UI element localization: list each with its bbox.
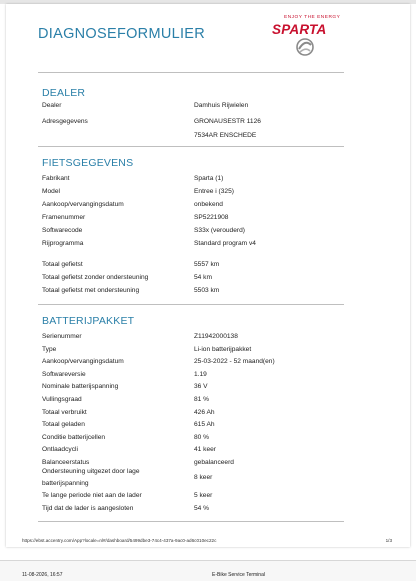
field-label: Softwarecode <box>42 226 83 234</box>
logo-emblem-icon <box>294 37 316 57</box>
field-label: Conditie batterijcellen <box>42 433 106 441</box>
field-value: 5503 km <box>194 286 220 294</box>
field-value: gebalanceerd <box>194 459 234 466</box>
field-label: Ondersteuning uitgezet door lage <box>42 468 140 475</box>
field-label: Totaal geladen <box>42 421 85 429</box>
field-value: 8 keer <box>194 474 213 481</box>
field-label: Ontlaadcycli <box>42 446 78 454</box>
print-timestamp: 11-08-2026, 16:57 <box>22 572 63 578</box>
section-heading-bike: FIETSGEGEVENS <box>42 157 134 169</box>
field-value: 615 Ah <box>194 421 215 429</box>
field-value: onbekend <box>194 200 223 208</box>
field-value: 5557 km <box>194 261 220 268</box>
field-value: 80 % <box>194 433 210 441</box>
field-value: 25-03-2022 - 52 maand(en) <box>194 358 275 366</box>
divider <box>38 72 344 73</box>
section-heading-battery: BATTERIJPAKKET <box>42 315 135 327</box>
field-label: batterijspanning <box>42 480 89 487</box>
print-title: E-Bike Service Terminal <box>212 572 265 578</box>
field-label: Fabrikant <box>42 175 70 182</box>
field-label: Totaal verbruikt <box>42 408 87 416</box>
field-value: SP5221908 <box>194 213 229 221</box>
field-label: Dealer <box>42 102 62 109</box>
field-value: Sparta (1) <box>194 175 224 182</box>
logo-tagline: ENJOY THE ENERGY <box>284 15 341 20</box>
field-label: Vullingsgraad <box>42 396 82 403</box>
field-value: 36 V <box>194 383 208 391</box>
field-value: 426 Ah <box>194 408 215 416</box>
field-label: Framenummer <box>42 213 86 221</box>
divider <box>38 304 344 305</box>
field-label: Aankoop/vervangingsdatum <box>42 200 124 208</box>
section-heading-dealer: DEALER <box>42 87 86 99</box>
field-label: Aankoop/vervangingsdatum <box>42 358 124 366</box>
footer-url: https://ebst.accentry.com/App?locale=nl#/dashboard/5499dbe3-74c4-437a-9ac0-ad6c010ec22c <box>22 538 217 543</box>
field-value: 81 % <box>194 396 210 403</box>
sparta-logo <box>272 15 348 61</box>
field-label: Rijprogramma <box>42 239 84 247</box>
divider <box>38 146 344 147</box>
field-label: Softwareversie <box>42 370 86 378</box>
field-label: Serienummer <box>42 333 82 340</box>
field-value: S33x (verouderd) <box>194 226 245 234</box>
print-footer-bar <box>0 560 416 581</box>
field-value: 54 km <box>194 273 212 281</box>
footer-page-number: 1/3 <box>385 538 392 543</box>
field-value: GRONAUSESTR 1126 <box>194 118 261 125</box>
logo-brand: SPARTA <box>272 22 327 37</box>
divider <box>38 521 344 522</box>
field-value: Damhuis Rijwielen <box>194 102 249 109</box>
field-value: Entree i (325) <box>194 187 234 195</box>
field-label: Totaal gefietst <box>42 261 83 268</box>
field-value: 1.19 <box>194 370 207 378</box>
field-value: 41 keer <box>194 446 216 454</box>
field-value: Li-ion batterijpakket <box>194 345 252 353</box>
field-label: Tijd dat de lader is aangesloten <box>42 505 134 512</box>
field-label: Nominale batterijspanning <box>42 383 119 391</box>
field-label: Totaal gefietst zonder ondersteuning <box>42 273 149 281</box>
field-label: Balanceerstatus <box>42 459 90 466</box>
field-label: Totaal gefietst met ondersteuning <box>42 286 140 294</box>
field-value: Z11942000138 <box>194 333 238 340</box>
field-value: 5 keer <box>194 492 213 499</box>
field-value: 54 % <box>194 505 210 512</box>
field-label: Model <box>42 187 60 195</box>
page-title: DIAGNOSEFORMULIER <box>38 26 206 42</box>
field-label: Te lange periode niet aan de lader <box>42 492 142 499</box>
field-value: 7534AR ENSCHEDE <box>194 132 257 139</box>
field-label: Type <box>42 345 57 353</box>
field-label: Adresgegevens <box>42 118 88 125</box>
field-value: Standard program v4 <box>194 239 256 247</box>
